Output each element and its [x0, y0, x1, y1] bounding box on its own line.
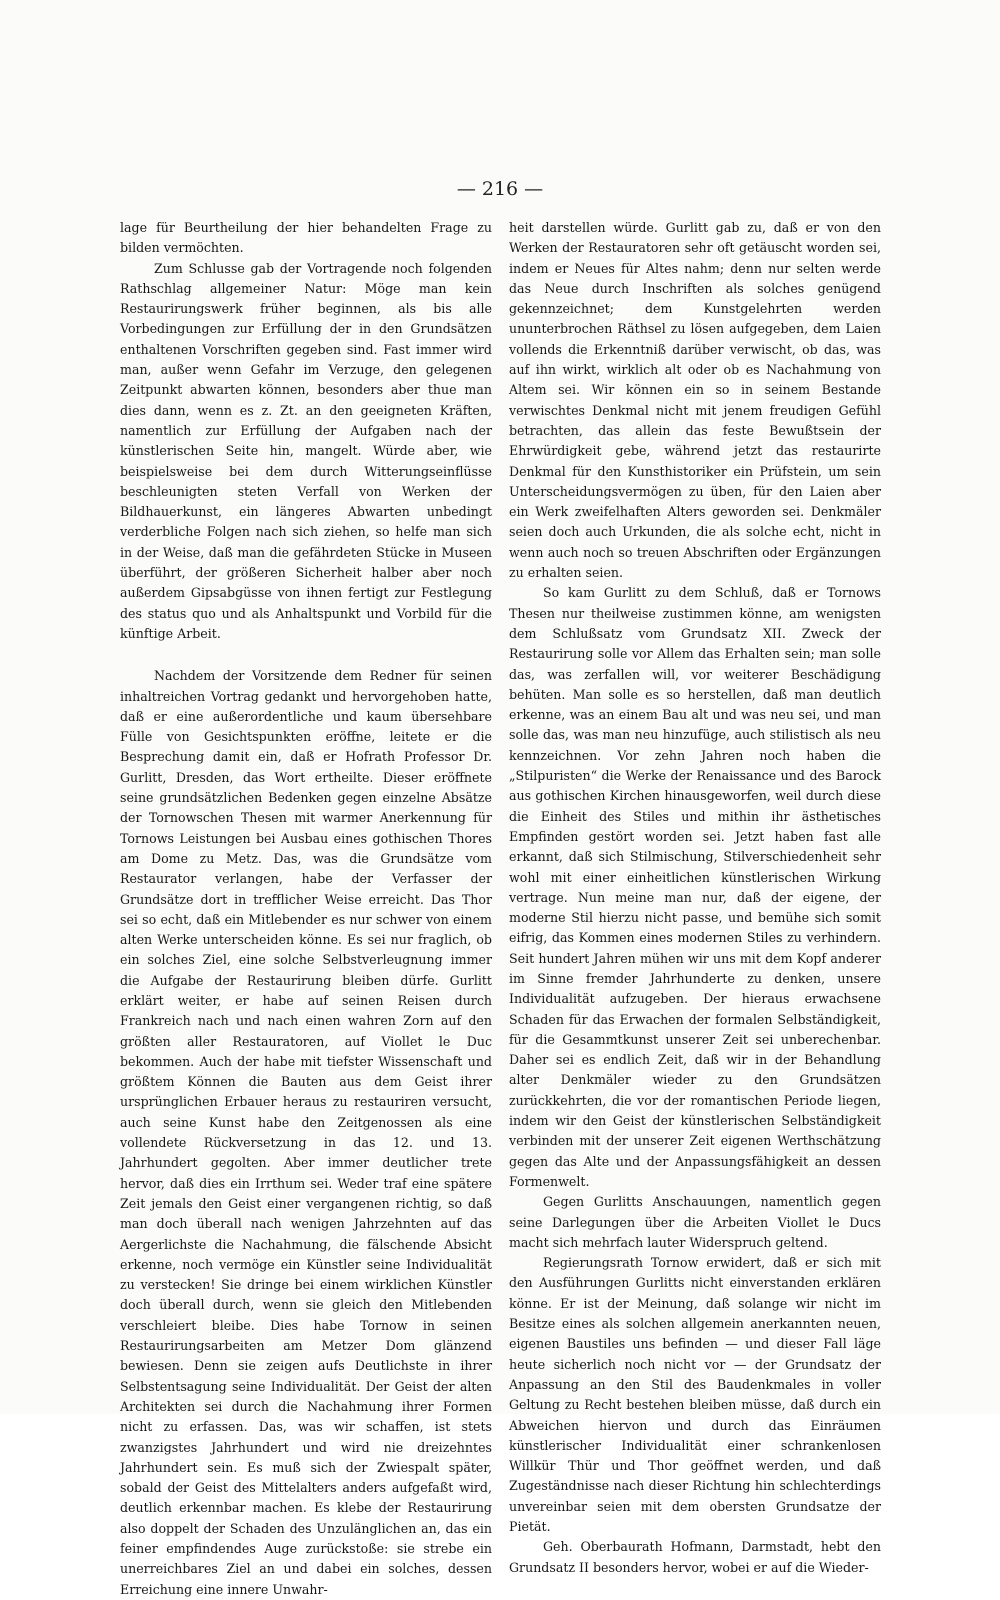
- paragraph: heit darstellen würde. Gurlitt gab zu, daß er von den Werken der Restauratoren sehr oft getäuscht worden sei, indem er Neues für Altes nahm; denn nur selten werde das Neue durch Inschriften als solches genügend gekennzeichnet; dem Kunstgelehrten werden ununterbrochen Räthsel zu lösen aufgegeben, dem Laien vollends die Erkenntniß darüber verwischt, ob das, was auf ihn wirkt, wirklich alt oder ob es Nachahmung von Altem sei. Wir können ein so in seinem Bestande verwischtes Denkmal nicht mit jenem freudigen Gefühl betrachten, das allein das feste Bewußtsein der Ehrwürdigkeit gebe, während jetzt das restaurirte Denkmal für den Kunsthistoriker ein Prüfstein, um sein Unterscheidungsvermögen zu üben, für den Laien aber ein Werk zweifelhaften Alters geworden sei. Denkmäler seien doch auch Urkunden, die als solche echt, nicht in wenn auch noch so treuen Abschriften oder Ergänzungen zu erhalten seien.: [509, 220, 881, 581]
- right-text-column: [509, 218, 881, 1578]
- left-text-column: [120, 218, 492, 1600]
- paragraph: lage für Beurtheilung der hier behandelten Frage zu bilden vermöchten.: [120, 220, 492, 256]
- paragraph: Zum Schlusse gab der Vortragende noch folgenden Rathschlag allgemeiner Natur: Möge man kein Restaurirungswerk früher beginnen, als bis alle Vorbedingungen zur Erfüllung der in den Grundsätzen enthaltenen Vorschriften gegeben sind. Fast immer wird man, außer wenn Gefahr im Verzuge, den gelegenen Zeitpunkt abwarten können, besonders aber thue man dies dann, wenn es z. Zt. an den geeigneten Kräften, namentlich zur Erfüllung der Aufgaben nach der künstlerischen Seite hin, mangelt. Würde aber, wie beispielsweise bei dem durch Witterungseinflüsse beschleunigten steten Verfall von Werken der Bildhauerkunst, ein längeres Abwarten unbedingt verderbliche Folgen nach sich ziehen, so helfe man sich in der Weise, daß man die gefährdeten Stücke in Museen überführt, der größeren Sicherheit halber aber noch außerdem Gipsabgüsse von ihnen fertigt zur Festlegung des status quo und als Anhaltspunkt und Vorbild für die künftige Arbeit.: [120, 260, 492, 641]
- paragraph: Regierungsrath Tornow erwidert, daß er sich mit den Ausführungen Gurlitts nicht einverstanden erklären könne. Er ist der Meinung, daß solange wir nicht im Besitze eines als solchen allgemein anerkannten neuen, eigenen Baustiles uns befinden — und dieser Fall läge heute sicherlich noch nicht vor — der Grundsatz der Anpassung an den Stil des Baudenkmales in voller Geltung zu Recht bestehen bleiben müsse, daß durch ein Abweichen hiervon und durch das Einräumen künstlerischer Individualität einer schrankenlosen Willkür Thür und Thor geöffnet werden, und daß Zugeständnisse nach dieser Richtung hin schlechterdings unvereinbar seien mit dem obersten Grundsatze der Pietät.: [509, 1255, 881, 1534]
- page-number: — 216 —: [456, 178, 544, 200]
- paragraph: So kam Gurlitt zu dem Schluß, daß er Tornows Thesen nur theilweise zustimmen könne, am wenigsten dem Schlußsatz vom Grundsatz XII. Zweck der Restaurirung solle vor Allem das Erhalten sein; man solle das, was zerfallen will, vor weiterer Beschädigung behüten. Man solle es so herstellen, daß man deutlich erkenne, was an einem Bau alt und was neu sei, und man solle das, was man neu hinzufüge, auch stilistisch als neu kennzeichnen. Vor zehn Jahren noch haben die „Stilpuristen“ die Werke der Renaissance und des Barock aus gothischen Kirchen hinausgeworfen, weil durch diese die Einheit des Stiles und mithin ihr ästhetisches Empfinden gestört worden sei. Jetzt haben fast alle erkannt, daß sich Stilmischung, Stilverschiedenheit sehr wohl mit einer einheitlichen künstlerischen Wirkung vertrage. Nun meine man nur, daß der eigene, der moderne Stil hierzu nicht passe, und bemühe sich somit eifrig, das Kommen eines modernen Stiles zu verhindern. Seit hundert Jahren mühen wir uns mit dem Kopf anderer im Sinne fremder Jahrhunderte zu denken, unsere Individualität aufzugeben. Der hieraus erwachsene Schaden für das Erwachen der formalen Selbständigkeit, für die Gesammtkunst unserer Zeit sei unberechenbar. Daher sei es endlich Zeit, daß wir in der Behandlung alter Denkmäler wieder zu den Grundsätzen zurückkehrten, die vor der romantischen Periode liegen, indem wir den Geist der künstlerischen Selbständigkeit verbinden mit der unserer Zeit eigenen Werthschätzung gegen das Alte und der Anpassungsfähigkeit an dessen Formenwelt.: [509, 585, 881, 1189]
- paragraph: Nachdem der Vorsitzende dem Redner für seinen inhaltreichen Vortrag gedankt und hervorgehoben hatte, daß er eine außerordentliche und kaum übersehbare Fülle von Gesichtspunkten eröffne, leitete er die Besprechung damit ein, daß er Hofrath Professor Dr. Gurlitt, Dresden, das Wort ertheilte. Dieser eröffnete seine grundsätzlichen Bedenken gegen einzelne Absätze der Tornowschen Thesen mit warmer Anerkennung für Tornows Leistungen bei Ausbau eines gothischen Thores am Dome zu Metz. Das, was die Grundsätze vom Restaurator verlangen, habe der Verfasser der Grundsätze dort in trefflicher Weise erreicht. Das Thor sei so echt, daß ein Mitlebender es nur schwer von einem alten Werke unterscheiden könne. Es sei nur fraglich, ob ein solches Ziel, eine solche Selbstverleugnung immer die Aufgabe der Restaurirung bleiben dürfe. Gurlitt erklärt weiter, er habe auf seinen Reisen durch Frankreich nach und nach einen wahren Zorn auf den größten aller Restauratoren, auf Viollet le Duc bekommen. Auch der habe mit tiefster Wissenschaft und größtem Können die Bauten aus dem Geist ihrer ursprünglichen Erbauer heraus zu restauriren versucht, auch seine Kunst habe den Zeitgenossen als eine vollendete Rückversetzung in das 12. und 13. Jahrhundert gegolten. Aber immer deutlicher trete hervor, daß dies ein Irrthum sei. Weder traf eine spätere Zeit jemals den Geist einer vergangenen richtig, so daß man doch überall nach wenigen Jahrzehnten auf das Aergerlichste die Nachahmung, die fälschende Absicht erkenne, noch vermöge ein Künstler seine Individualität zu verstecken! Sie dringe bei einem wirklichen Künstler doch überall durch, wenn sie gleich den Mitlebenden verschleiert bleibe. Dies habe Tornow in seinen Restaurirungsarbeiten am Metzer Dom glänzend bewiesen. Denn sie zeigen aufs Deutlichste in ihrer Selbstentsagung seine Individualität. Der Geist der alten Architekten sei durch die Nachahmung ihrer Formen nicht zu erfassen. Das, was wir schaffen, ist stets zwanzigstes Jahrhundert und wird nie dreizehntes Jahrhundert sein. Es muß sich der Zwiespalt später, sobald der Geist des Mittelalters anders aufgefaßt wird, deutlich erkennbar machen. Es klebe der Restaurirung also doppelt der Schaden des Unzulänglichen an, das ein feiner empfindendes Auge zurückstoße: sie strebe ein unerreichbares Ziel an und dabei ein solches, dessen Erreichung eine innere Unwahr-: [120, 668, 492, 1597]
- paragraph: Geh. Oberbaurath Hofmann, Darmstadt, hebt den Grundsatz II besonders hervor, wobei er auf die Wieder-: [509, 1539, 881, 1575]
- paragraph: Gegen Gurlitts Anschauungen, namentlich gegen seine Darlegungen über die Arbeiten Viollet le Ducs macht sich mehrfach lauter Widerspruch geltend.: [509, 1194, 881, 1250]
